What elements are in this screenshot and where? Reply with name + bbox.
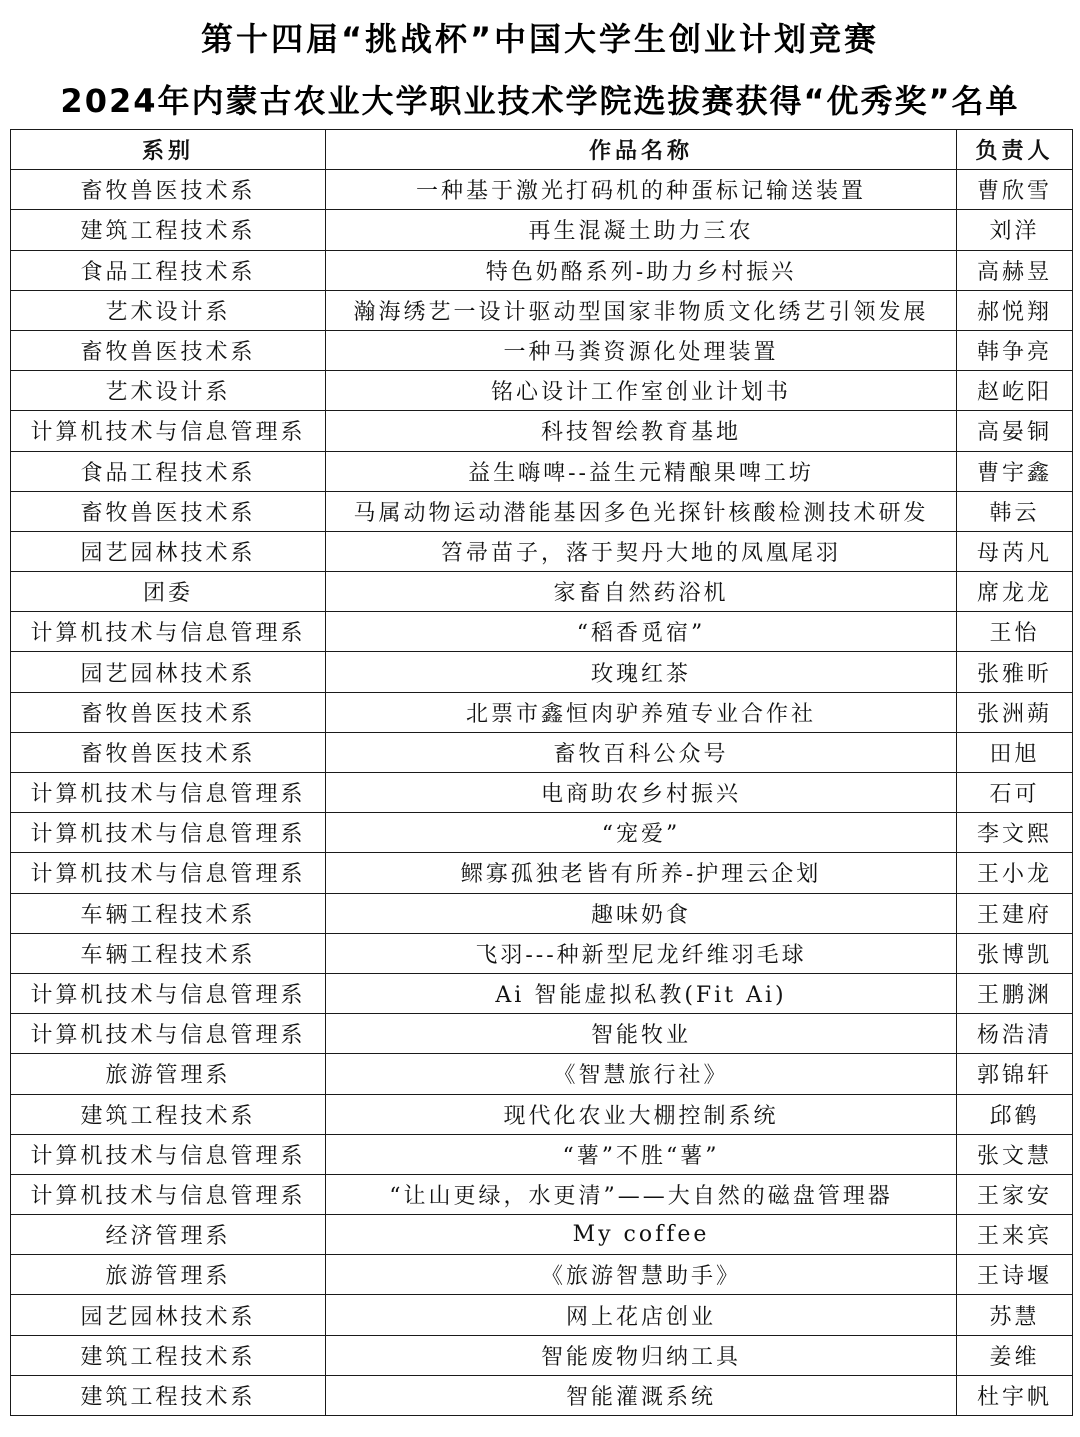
department-cell: 计算机技术与信息管理系 bbox=[11, 612, 326, 652]
leader-cell: 王家安 bbox=[957, 1174, 1073, 1214]
department-cell: 计算机技术与信息管理系 bbox=[11, 813, 326, 853]
table-row bbox=[11, 330, 1073, 370]
table-body bbox=[11, 170, 1073, 1416]
project-name-cell: 飞羽---种新型尼龙纤维羽毛球 bbox=[326, 933, 957, 973]
leader-cell: 石可 bbox=[957, 773, 1073, 813]
project-name-cell: 《智慧旅行社》 bbox=[326, 1054, 957, 1094]
table-row bbox=[11, 411, 1073, 451]
department-cell: 艺术设计系 bbox=[11, 290, 326, 330]
leader-cell: 郭锦轩 bbox=[957, 1054, 1073, 1094]
leader-cell: 母芮凡 bbox=[957, 531, 1073, 571]
table-header-row bbox=[11, 130, 1073, 170]
project-name-cell: My coffee bbox=[326, 1215, 957, 1255]
table-row bbox=[11, 813, 1073, 853]
table-row bbox=[11, 1134, 1073, 1174]
project-name-cell: 网上花店创业 bbox=[326, 1295, 957, 1335]
leader-cell: 赵屹阳 bbox=[957, 371, 1073, 411]
department-cell: 计算机技术与信息管理系 bbox=[11, 773, 326, 813]
project-name-cell: 《旅游智慧助手》 bbox=[326, 1255, 957, 1295]
project-name-cell: 现代化农业大棚控制系统 bbox=[326, 1094, 957, 1134]
project-name-cell: 益生嗨啤--益生元精酿果啤工坊 bbox=[326, 451, 957, 491]
project-name-cell: “稻香觅宿” bbox=[326, 612, 957, 652]
table-row bbox=[11, 451, 1073, 491]
project-name-cell: 畜牧百科公众号 bbox=[326, 732, 957, 772]
table-row bbox=[11, 1014, 1073, 1054]
table-row bbox=[11, 371, 1073, 411]
column-header-department: 系别 bbox=[11, 130, 326, 170]
leader-cell: 张雅昕 bbox=[957, 652, 1073, 692]
leader-cell: 高晏铜 bbox=[957, 411, 1073, 451]
department-cell: 计算机技术与信息管理系 bbox=[11, 853, 326, 893]
project-name-cell: Ai 智能虚拟私教(Fit Ai) bbox=[326, 973, 957, 1013]
leader-cell: 苏慧 bbox=[957, 1295, 1073, 1335]
project-name-cell: 趣味奶食 bbox=[326, 893, 957, 933]
department-cell: 计算机技术与信息管理系 bbox=[11, 1014, 326, 1054]
leader-cell: 高赫昱 bbox=[957, 250, 1073, 290]
column-header-leader: 负责人 bbox=[957, 130, 1073, 170]
leader-cell: 刘洋 bbox=[957, 210, 1073, 250]
leader-cell: 王诗堰 bbox=[957, 1255, 1073, 1295]
leader-cell: 杜宇帆 bbox=[957, 1375, 1073, 1415]
project-name-cell: “宠爱” bbox=[326, 813, 957, 853]
table-row bbox=[11, 893, 1073, 933]
project-name-cell: 一种马粪资源化处理装置 bbox=[326, 330, 957, 370]
leader-cell: 田旭 bbox=[957, 732, 1073, 772]
department-cell: 计算机技术与信息管理系 bbox=[11, 1134, 326, 1174]
project-name-cell: 北票市鑫恒肉驴养殖专业合作社 bbox=[326, 692, 957, 732]
table-row bbox=[11, 491, 1073, 531]
department-cell: 建筑工程技术系 bbox=[11, 1094, 326, 1134]
project-name-cell: 智能废物归纳工具 bbox=[326, 1335, 957, 1375]
table-row bbox=[11, 290, 1073, 330]
leader-cell: 韩云 bbox=[957, 491, 1073, 531]
department-cell: 旅游管理系 bbox=[11, 1255, 326, 1295]
department-cell: 团委 bbox=[11, 572, 326, 612]
table-row bbox=[11, 692, 1073, 732]
leader-cell: 王鹏渊 bbox=[957, 973, 1073, 1013]
table-row bbox=[11, 1255, 1073, 1295]
table-row bbox=[11, 1174, 1073, 1214]
leader-cell: 张博凯 bbox=[957, 933, 1073, 973]
table-row bbox=[11, 933, 1073, 973]
leader-cell: 姜维 bbox=[957, 1335, 1073, 1375]
table-row bbox=[11, 732, 1073, 772]
department-cell: 食品工程技术系 bbox=[11, 451, 326, 491]
table-row bbox=[11, 1295, 1073, 1335]
leader-cell: 曹欣雪 bbox=[957, 170, 1073, 210]
leader-cell: 李文熙 bbox=[957, 813, 1073, 853]
department-cell: 计算机技术与信息管理系 bbox=[11, 973, 326, 1013]
table-row bbox=[11, 170, 1073, 210]
table-row bbox=[11, 250, 1073, 290]
project-name-cell: 玫瑰红茶 bbox=[326, 652, 957, 692]
project-name-cell: 铭心设计工作室创业计划书 bbox=[326, 371, 957, 411]
leader-cell: 韩争亮 bbox=[957, 330, 1073, 370]
project-name-cell: 笤帚苗子，落于契丹大地的凤凰尾羽 bbox=[326, 531, 957, 571]
table-row bbox=[11, 853, 1073, 893]
award-list-table bbox=[10, 129, 1073, 1416]
project-name-cell: 特色奶酪系列-助力乡村振兴 bbox=[326, 250, 957, 290]
leader-cell: 杨浩清 bbox=[957, 1014, 1073, 1054]
department-cell: 艺术设计系 bbox=[11, 371, 326, 411]
table-row bbox=[11, 1375, 1073, 1415]
department-cell: 建筑工程技术系 bbox=[11, 1375, 326, 1415]
leader-cell: 张文慧 bbox=[957, 1134, 1073, 1174]
project-name-cell: 鳏寡孤独老皆有所养-护理云企划 bbox=[326, 853, 957, 893]
project-name-cell: “薯”不胜“薯” bbox=[326, 1134, 957, 1174]
leader-cell: 曹宇鑫 bbox=[957, 451, 1073, 491]
leader-cell: 席龙龙 bbox=[957, 572, 1073, 612]
table-row bbox=[11, 1335, 1073, 1375]
project-name-cell: 家畜自然药浴机 bbox=[326, 572, 957, 612]
department-cell: 计算机技术与信息管理系 bbox=[11, 1174, 326, 1214]
table-row bbox=[11, 612, 1073, 652]
department-cell: 畜牧兽医技术系 bbox=[11, 170, 326, 210]
department-cell: 车辆工程技术系 bbox=[11, 933, 326, 973]
leader-cell: 王怡 bbox=[957, 612, 1073, 652]
table-row bbox=[11, 773, 1073, 813]
table-row bbox=[11, 1215, 1073, 1255]
department-cell: 建筑工程技术系 bbox=[11, 210, 326, 250]
department-cell: 园艺园林技术系 bbox=[11, 652, 326, 692]
table-row bbox=[11, 652, 1073, 692]
leader-cell: 王来宾 bbox=[957, 1215, 1073, 1255]
table-row bbox=[11, 572, 1073, 612]
department-cell: 畜牧兽医技术系 bbox=[11, 732, 326, 772]
department-cell: 园艺园林技术系 bbox=[11, 1295, 326, 1335]
department-cell: 食品工程技术系 bbox=[11, 250, 326, 290]
table-row bbox=[11, 1094, 1073, 1134]
leader-cell: 郝悦翔 bbox=[957, 290, 1073, 330]
project-name-cell: 再生混凝土助力三农 bbox=[326, 210, 957, 250]
department-cell: 车辆工程技术系 bbox=[11, 893, 326, 933]
department-cell: 建筑工程技术系 bbox=[11, 1335, 326, 1375]
project-name-cell: 瀚海绣艺一设计驱动型国家非物质文化绣艺引领发展 bbox=[326, 290, 957, 330]
department-cell: 计算机技术与信息管理系 bbox=[11, 411, 326, 451]
table-row bbox=[11, 973, 1073, 1013]
department-cell: 旅游管理系 bbox=[11, 1054, 326, 1094]
project-name-cell: “让山更绿，水更清”——大自然的磁盘管理器 bbox=[326, 1174, 957, 1214]
department-cell: 经济管理系 bbox=[11, 1215, 326, 1255]
leader-cell: 王建府 bbox=[957, 893, 1073, 933]
table-row bbox=[11, 210, 1073, 250]
table-row bbox=[11, 1054, 1073, 1094]
leader-cell: 邱鹤 bbox=[957, 1094, 1073, 1134]
project-name-cell: 电商助农乡村振兴 bbox=[326, 773, 957, 813]
project-name-cell: 智能牧业 bbox=[326, 1014, 957, 1054]
project-name-cell: 一种基于激光打码机的种蛋标记输送装置 bbox=[326, 170, 957, 210]
project-name-cell: 马属动物运动潜能基因多色光探针核酸检测技术研发 bbox=[326, 491, 957, 531]
project-name-cell: 智能灌溉系统 bbox=[326, 1375, 957, 1415]
document-title: 第十四届“挑战杯”中国大学生创业计划竞赛 bbox=[200, 20, 880, 58]
document-subtitle: 2024年内蒙古农业大学职业技术学院选拔赛获得“优秀奖”名单 bbox=[60, 82, 1020, 120]
project-name-cell: 科技智绘教育基地 bbox=[326, 411, 957, 451]
department-cell: 畜牧兽医技术系 bbox=[11, 330, 326, 370]
column-header-project-name: 作品名称 bbox=[326, 130, 957, 170]
table-row bbox=[11, 531, 1073, 571]
department-cell: 畜牧兽医技术系 bbox=[11, 692, 326, 732]
department-cell: 园艺园林技术系 bbox=[11, 531, 326, 571]
leader-cell: 王小龙 bbox=[957, 853, 1073, 893]
leader-cell: 张洲蒴 bbox=[957, 692, 1073, 732]
department-cell: 畜牧兽医技术系 bbox=[11, 491, 326, 531]
